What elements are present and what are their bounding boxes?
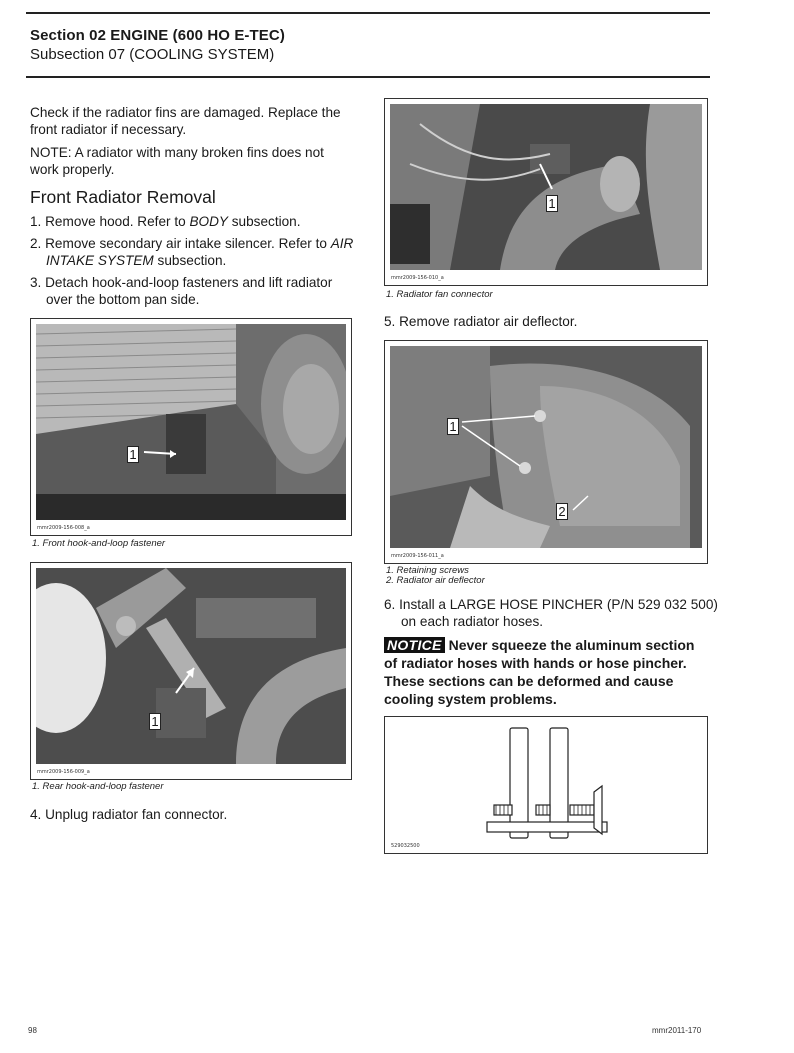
figure-code: mmr2009-156-009_a: [37, 769, 90, 775]
document-code: mmr2011-170: [652, 1026, 702, 1035]
figure-rear-fastener: [30, 562, 352, 780]
header-top-rule: [26, 12, 710, 14]
callout-1: 1: [149, 713, 161, 730]
figure-front-fastener: [30, 318, 352, 536]
step-1: 1. Remove hood. Refer to BODY subsection.: [30, 214, 301, 229]
photo-fan-connector: [390, 104, 702, 270]
figure-code: mmr2009-156-008_a: [37, 525, 90, 531]
step-4: 4. Unplug radiator fan connector.: [30, 807, 228, 822]
subsection-title: Subsection 07 (COOLING SYSTEM): [30, 46, 275, 63]
body-reference: BODY: [189, 214, 228, 229]
note-paragraph: [30, 144, 355, 178]
notice-text: Never squeeze the aluminum section of radiator hoses with hands or hose pincher. These sections can be deformed and cause cooling system problems.: [384, 637, 695, 707]
caption-rear-fastener: 1. Rear hook-and-loop fastener: [32, 781, 164, 792]
notice-badge: NOTICE: [384, 637, 445, 653]
step-6: 6. Install a LARGE HOSE PINCHER (P/N 529 032 500) on each radiator hoses.: [384, 597, 718, 629]
notice-block: [384, 636, 711, 708]
photo-rear-fastener: [36, 568, 346, 764]
figure-air-deflector: [384, 340, 708, 564]
callout-1: 1: [127, 446, 139, 463]
intro-paragraph: Check if the radiator fins are damaged. Replace the front radiator if necessary.: [30, 105, 341, 137]
page-number: 98: [28, 1026, 37, 1035]
photo-air-deflector: [390, 346, 702, 548]
header-bottom-rule: [26, 76, 710, 78]
caption-air-deflector: 2. Radiator air deflector: [386, 575, 485, 586]
caption-front-fastener: 1. Front hook-and-loop fastener: [32, 538, 166, 549]
callout-1: 1: [447, 418, 459, 435]
figure-code: mmr2009-156-010_a: [391, 275, 444, 281]
figure-code: mmr2009-156-011_a: [391, 553, 444, 559]
step-3: 3. Detach hook-and-loop fasteners and lift radiator over the bottom pan side.: [30, 275, 333, 307]
figure-code: 529032500: [391, 843, 420, 849]
callout-1: 1: [546, 195, 558, 212]
callout-2: 2: [556, 503, 568, 520]
section-heading: Front Radiator Removal: [30, 187, 216, 207]
figure-fan-connector: [384, 98, 708, 286]
note-label: NOTE:: [30, 145, 72, 160]
step-5: 5. Remove radiator air deflector.: [384, 314, 578, 329]
caption-retaining-screws: 1. Retaining screws: [386, 565, 469, 576]
figure-hose-pincher: [384, 716, 708, 854]
air-intake-reference: AIR INTAKE SYSTEM: [46, 236, 354, 268]
steps-list: [30, 213, 355, 308]
left-column-top: [30, 104, 355, 313]
note-text: A radiator with many broken fins does not work properly.: [30, 145, 324, 177]
photo-front-fastener: [36, 324, 346, 520]
section-title: Section 02 ENGINE (600 HO E-TEC): [30, 27, 285, 44]
hose-pincher-drawing: [390, 722, 702, 848]
step-2: 2. Remove secondary air intake silencer. Refer to AIR INTAKE SYSTEM subsection.: [30, 236, 354, 268]
caption-fan-connector: 1. Radiator fan connector: [386, 289, 493, 300]
